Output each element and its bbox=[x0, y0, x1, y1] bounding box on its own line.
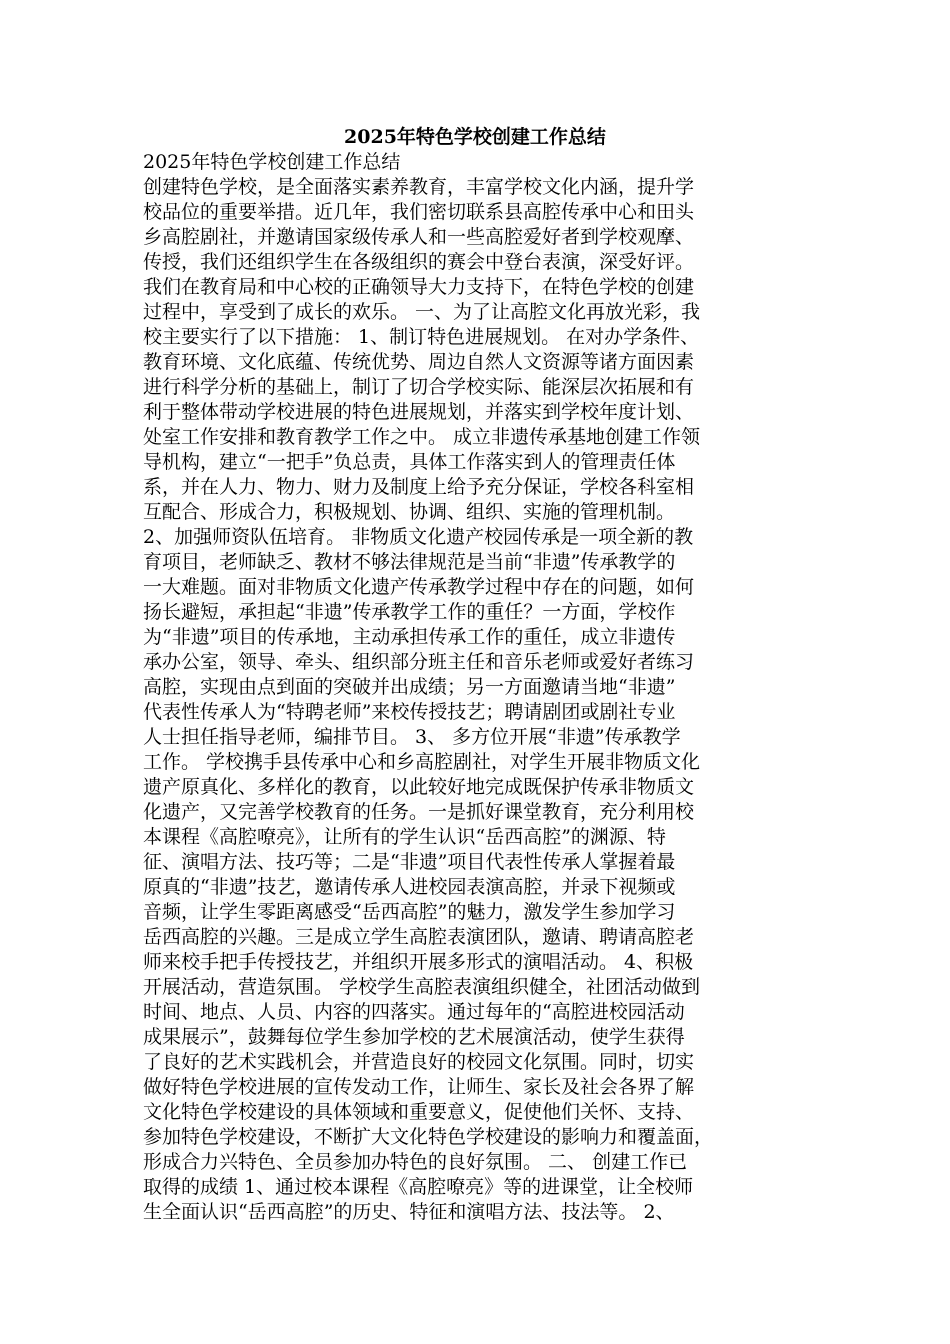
text-line: 了良好的艺术实践机会，并营造良好的校园文化氛围。同时，切实 bbox=[143, 1051, 695, 1073]
text-line: 生全面认识“岳西高腔”的历史、特征和演唱方法、技法等。 2、 bbox=[143, 1201, 675, 1223]
text-line: 遗产原真化、多样化的教育，以此较好地完成既保护传承非物质文 bbox=[143, 776, 695, 798]
text-line: 育项目，老师缺乏、教材不够法律规范是当前“非遗”传承教学的 bbox=[143, 551, 676, 573]
text-line: 工作。 学校携手县传承中心和乡高腔剧社，对学生开展非物质文化 bbox=[143, 751, 701, 773]
text-line: 文化特色学校建设的具体领域和重要意义，促使他们关怀、支持、 bbox=[143, 1101, 695, 1123]
text-line: 岳西高腔的兴趣。三是成立学生高腔表演团队，邀请、聘请高腔老 bbox=[143, 926, 695, 948]
text-line: 利于整体带动学校进展的特色进展规划，并落实到学校年度计划、 bbox=[143, 401, 695, 423]
text-line: 本课程《高腔嘹亮》，让所有的学生认识“岳西高腔”的渊源、特 bbox=[143, 826, 666, 848]
text-line: 为“非遗”项目的传承地，主动承担传承工作的重任，成立非遗传 bbox=[143, 626, 676, 648]
text-line: 形成合力兴特色、全员参加办特色的良好氛围。 二、 创建工作已 bbox=[143, 1151, 688, 1173]
text-line: 进行科学分析的基础上，制订了切合学校实际、能深层次拓展和有 bbox=[143, 376, 695, 398]
text-line: 系，并在人力、物力、财力及制度上给予充分保证，学校各科室相 bbox=[143, 476, 695, 498]
text-line: 传授，我们还组织学生在各级组织的赛会中登台表演，深受好评。 bbox=[143, 251, 695, 273]
text-line: 高腔，实现由点到面的突破并出成绩；另一方面邀请当地“非遗” bbox=[143, 676, 676, 698]
text-line: 师来校手把手传授技艺，并组织开展多形式的演唱活动。 4、积极 bbox=[143, 951, 694, 973]
text-line: 2025年特色学校创建工作总结 bbox=[143, 151, 401, 173]
text-line: 2、加强师资队伍培育。 非物质文化遗产校园传承是一项全新的教 bbox=[143, 526, 694, 548]
text-line: 原真的“非遗”技艺，邀请传承人进校园表演高腔，并录下视频或 bbox=[143, 876, 676, 898]
text-line: 我们在教育局和中心校的正确领导大力支持下，在特色学校的创建 bbox=[143, 276, 695, 298]
text-line: 人士担任指导老师，编排节目。 3、 多方位开展“非遗”传承教学 bbox=[143, 726, 681, 748]
text-line: 创建特色学校，是全面落实素养教育，丰富学校文化内涵，提升学 bbox=[143, 176, 695, 198]
text-line: 校品位的重要举措。近几年，我们密切联系县高腔传承中心和田头 bbox=[143, 201, 695, 223]
text-line: 做好特色学校进展的宣传发动工作，让师生、家长及社会各界了解 bbox=[143, 1076, 695, 1098]
text-line: 扬长避短，承担起“非遗”传承教学工作的重任？一方面，学校作 bbox=[143, 601, 676, 623]
text-line: 过程中，享受到了成长的欢乐。 一、为了让高腔文化再放光彩，我 bbox=[143, 301, 701, 323]
text-line: 导机构，建立“一把手”负总责，具体工作落实到人的管理责任体 bbox=[143, 451, 676, 473]
document-body bbox=[143, 150, 823, 1225]
text-line: 参加特色学校建设，不断扩大文化特色学校建设的影响力和覆盖面， bbox=[143, 1126, 714, 1148]
text-line: 代表性传承人为“特聘老师”来校传授技艺；聘请剧团或剧社专业 bbox=[143, 701, 676, 723]
text-line: 处室工作安排和教育教学工作之中。 成立非遗传承基地创建工作领 bbox=[143, 426, 701, 448]
text-line: 征、演唱方法、技巧等；二是“非遗”项目代表性传承人掌握着最 bbox=[143, 851, 676, 873]
text-line: 互配合、形成合力，积极规划、协调、组织、实施的管理机制。 bbox=[143, 501, 676, 523]
text-line: 音频，让学生零距离感受“岳西高腔”的魅力，激发学生参加学习 bbox=[143, 901, 676, 923]
text-line: 取得的成绩 1、通过校本课程《高腔嘹亮》等的进课堂，让全校师 bbox=[143, 1176, 694, 1198]
text-line: 校主要实行了以下措施： 1、制订特色进展规划。 在对办学条件、 bbox=[143, 326, 700, 348]
text-line: 成果展示”，鼓舞每位学生参加学校的艺术展演活动，使学生获得 bbox=[143, 1026, 685, 1048]
text-line: 一大难题。面对非物质文化遗产传承教学过程中存在的问题，如何 bbox=[143, 576, 695, 598]
text-line: 乡高腔剧社，并邀请国家级传承人和一些高腔爱好者到学校观摩、 bbox=[143, 226, 695, 248]
text-line: 教育环境、文化底蕴、传统优势、周边自然人文资源等诸方面因素 bbox=[143, 351, 695, 373]
text-line: 时间、地点、人员、内容的四落实。通过每年的“高腔进校园活动 bbox=[143, 1001, 685, 1023]
text-line: 开展活动，营造氛围。 学校学生高腔表演组织健全，社团活动做到 bbox=[143, 976, 701, 998]
text-line: 化遗产，又完善学校教育的任务。一是抓好课堂教育，充分利用校 bbox=[143, 801, 695, 823]
document-title: 2025年特色学校创建工作总结 bbox=[344, 126, 606, 148]
text-line: 承办公室，领导、牵头、组织部分班主任和音乐老师或爱好者练习 bbox=[143, 651, 695, 673]
